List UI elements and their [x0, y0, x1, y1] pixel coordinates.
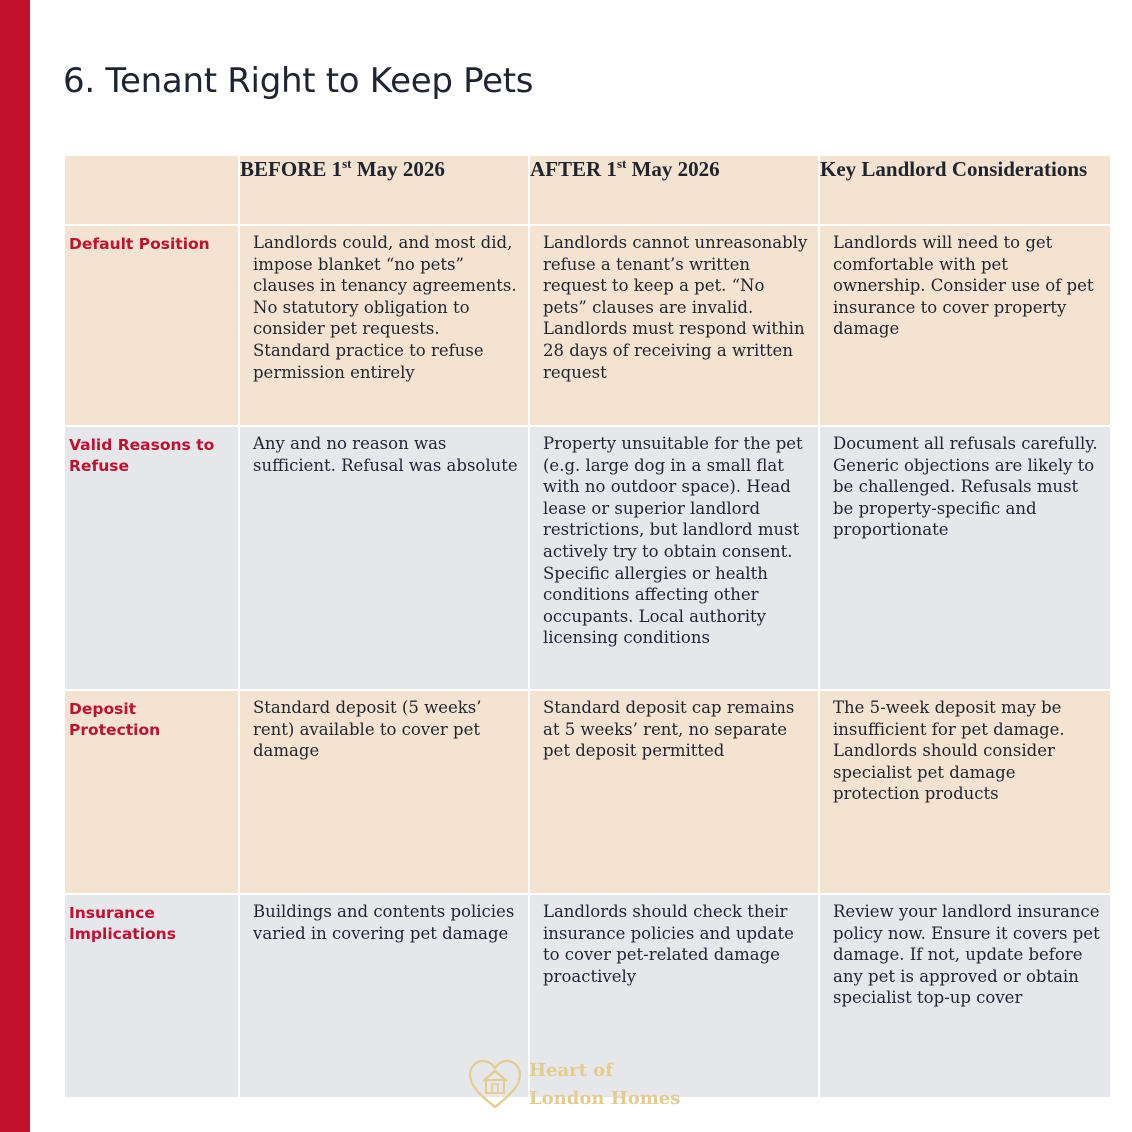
- cell-before: Buildings and contents policies varied in covering pet damage: [239, 894, 529, 1098]
- cell-key: Landlords will need to get comfortable with pet ownership. Consider use of pet insurance to cover property damage: [819, 225, 1111, 426]
- header-key-considerations: Key Landlord Considerations: [819, 155, 1111, 225]
- table-header-row: [64, 155, 1111, 225]
- table-row: [64, 690, 1111, 894]
- cell-key: The 5-week deposit may be insufficient for pet damage. Landlords should consider specialist pet damage protection products: [819, 690, 1111, 894]
- header-before: BEFORE 1st May 2026: [239, 155, 529, 225]
- cell-key: Review your landlord insurance policy now. Ensure it covers pet damage. If not, update before any pet is approved or obtain specialist top-up cover: [819, 894, 1111, 1098]
- table-row: [64, 426, 1111, 690]
- heart-house-icon: [466, 1055, 524, 1111]
- side-accent-bar: [0, 0, 30, 1132]
- cell-before: Landlords could, and most did, impose blanket “no pets” clauses in tenancy agreements. No statutory obligation to consider pet requests. Standard practice to refuse permission entirely: [239, 225, 529, 426]
- logo-line-1: Heart of: [529, 1060, 613, 1081]
- logo-line-2: London Homes: [529, 1088, 681, 1109]
- cell-key: Document all refusals carefully. Generic objections are likely to be challenged. Refusals must be property-specific and proportionate: [819, 426, 1111, 690]
- cell-after: Property unsuitable for the pet (e.g. large dog in a small flat with no outdoor space). Head lease or superior landlord restrictions, but landlord must actively try to obtain consent. Specific allergies or health conditions affecting other occupants. Local authority licensing conditions: [529, 426, 819, 690]
- cell-before: Standard deposit (5 weeks’ rent) available to cover pet damage: [239, 690, 529, 894]
- row-label-valid-reasons: Valid Reasons to Refuse: [64, 426, 239, 690]
- pets-comparison-table: [63, 154, 1112, 1099]
- row-label-default-position: Default Position: [64, 225, 239, 426]
- logo-wordmark: [529, 1057, 680, 1113]
- row-label-insurance: Insurance Implications: [64, 894, 239, 1098]
- cell-before: Any and no reason was sufficient. Refusal was absolute: [239, 426, 529, 690]
- company-logo: [466, 1055, 681, 1111]
- page-title: 6. Tenant Right to Keep Pets: [63, 61, 534, 101]
- header-after: AFTER 1st May 2026: [529, 155, 819, 225]
- table-row: [64, 225, 1111, 426]
- header-label-cell: [64, 155, 239, 225]
- cell-after: Landlords should check their insurance policies and update to cover pet-related damage proactively: [529, 894, 819, 1098]
- cell-after: Standard deposit cap remains at 5 weeks’ rent, no separate pet deposit permitted: [529, 690, 819, 894]
- cell-after: Landlords cannot unreasonably refuse a tenant’s written request to keep a pet. “No pets” clauses are invalid. Landlords must respond within 28 days of receiving a written request: [529, 225, 819, 426]
- row-label-deposit-protection: Deposit Protection: [64, 690, 239, 894]
